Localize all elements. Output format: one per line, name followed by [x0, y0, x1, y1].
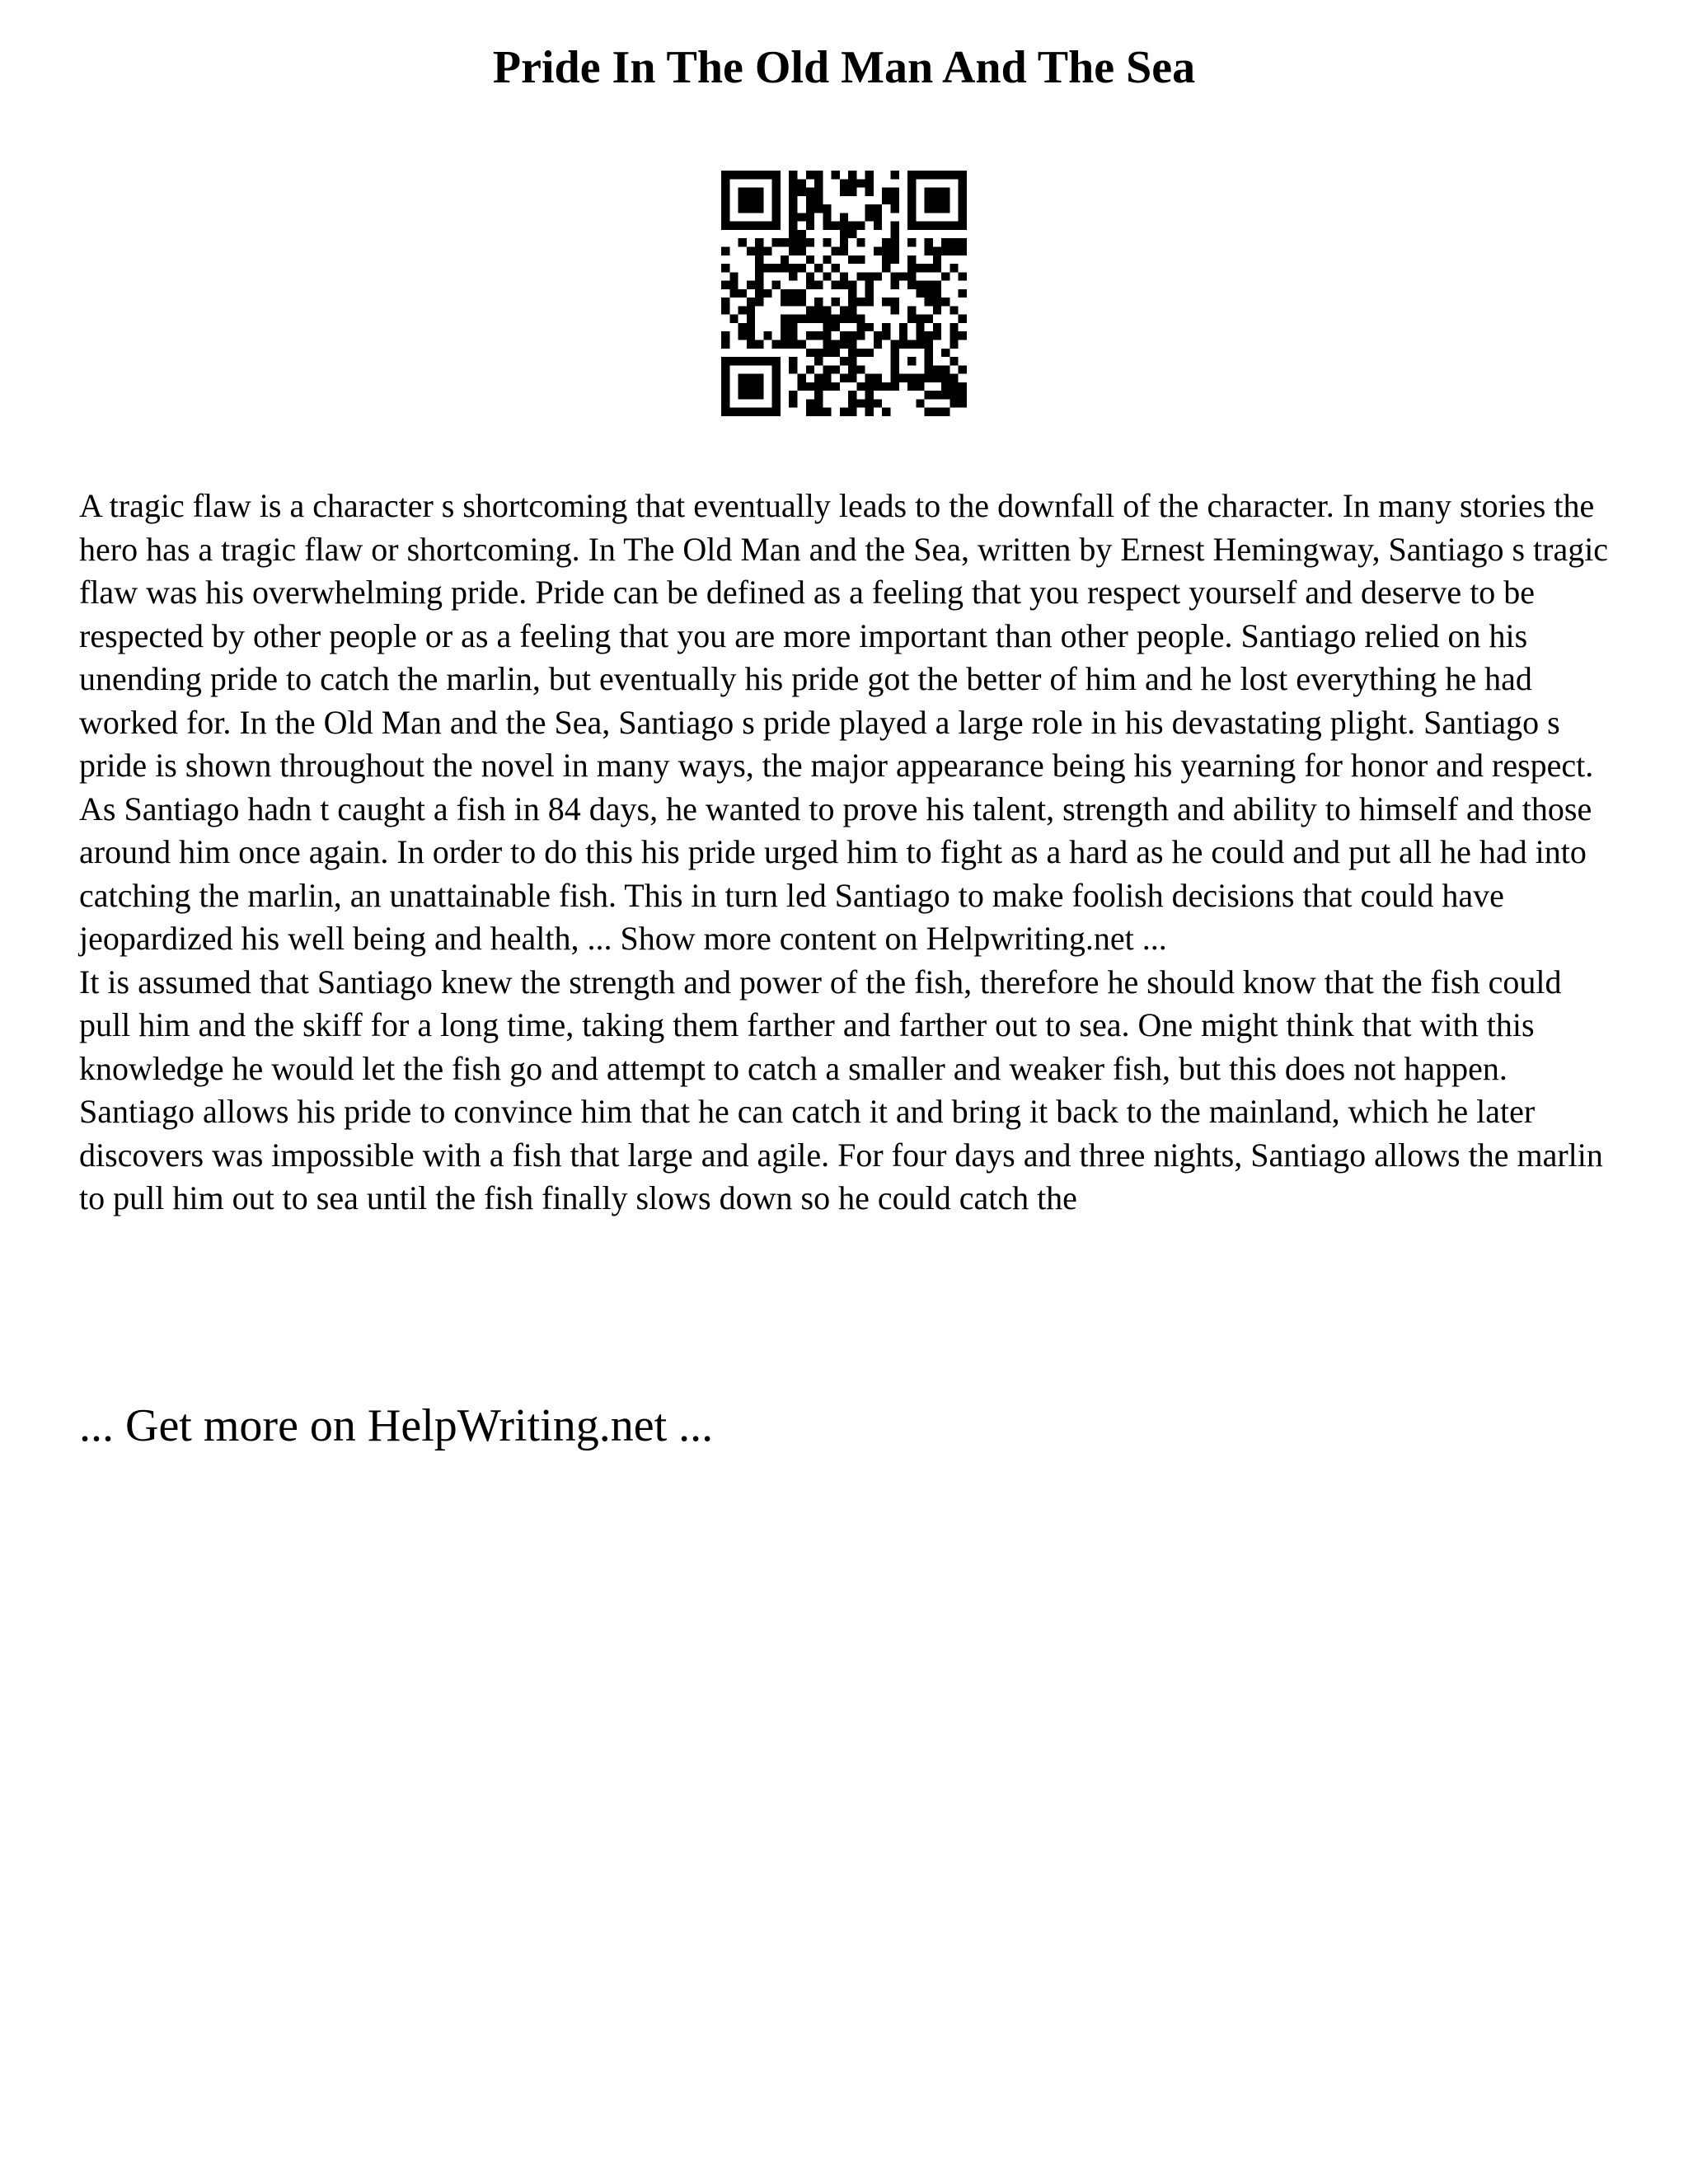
essay-paragraph-1: A tragic flaw is a character s shortcoming that eventually leads to the downfall of the character. In many stories the hero has a tragic flaw or shortcoming. In The Old Man and the Sea, written by Ernest Hemingway, Santiago s tragic flaw was his overwhelming pride. Pride can be defined as a feeling that you respect yourself and deserve to be respected by other people or as a feeling that you are more important than other people. Santiago relied on his unending pride to catch the marlin, but eventually his pride got the better of him and he lost everything he had worked for. In the Old Man and the Sea, Santiago s pride played a large role in his devastating plight. Santiago s pride is shown throughout the novel in many ways, the major appearance being his yearning for honor and respect. As Santiago hadn t caught a fish in 84 days, he wanted to prove his talent, strength and ability to himself and those around him once again. In order to do this his pride urged him to fight as a hard as he could and put all he had into catching the marlin, an unattainable fish. This in turn led Santiago to make foolish decisions that could have jeopardized his well being and health, ... Show more content on Helpwriting.net ... — [79, 487, 1609, 957]
essay-body — [79, 485, 1620, 1221]
page-title: Pride In The Old Man And The Sea — [492, 42, 1196, 93]
qr-code-icon — [721, 171, 967, 416]
essay-paragraph-2: It is assumed that Santiago knew the strength and power of the fish, therefore he should know that the fish could pull him and the skiff for a long time, taking them farther and farther out to sea. One might think that with this knowledge he would let the fish go and attempt to catch a smaller and weaker fish, but this does not happen. Santiago allows his pride to convince him that he can catch it and bring it back to the mainland, which he later discovers was impossible with a fish that large and agile. For four days and three nights, Santiago allows the marlin to pull him out to sea until the fish finally slows down so he could catch the — [79, 963, 1603, 1216]
helpwriting-link[interactable]: ... Get more on HelpWriting.net ... — [79, 1400, 714, 1451]
